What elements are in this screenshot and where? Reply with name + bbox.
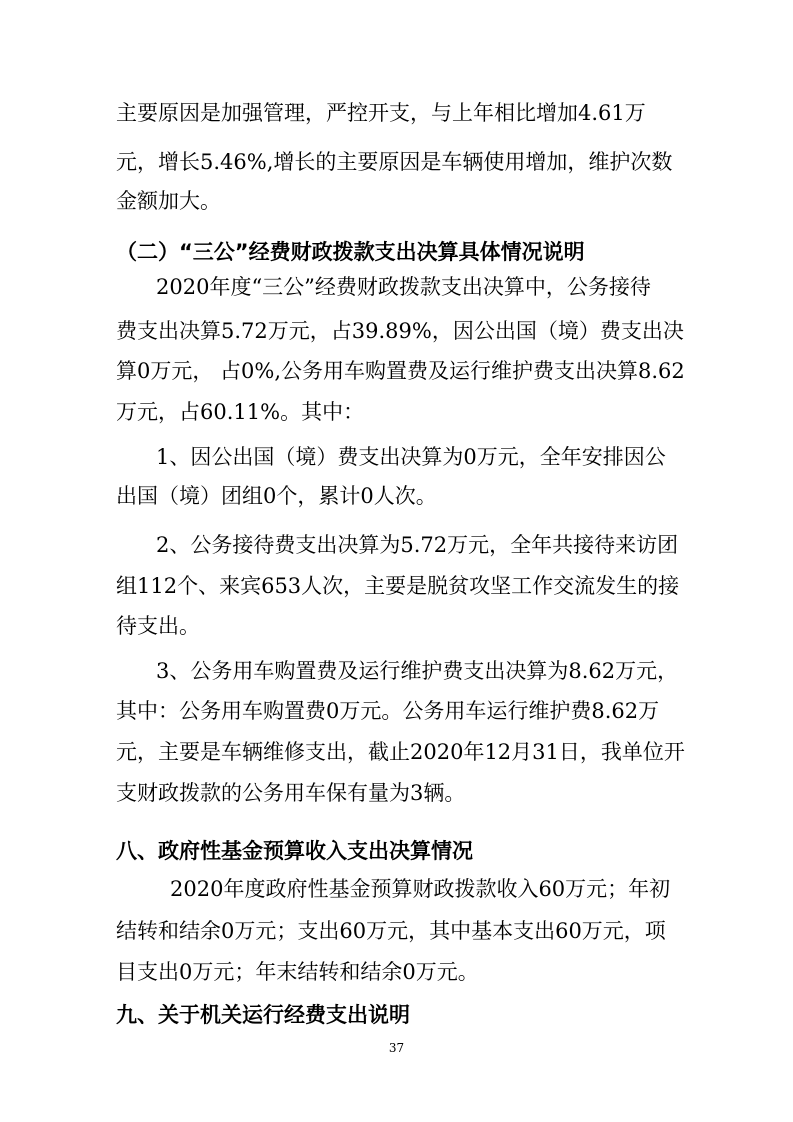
- paragraph-line: 2020年度政府性基金预算财政拨款收入60万元；年初: [170, 877, 671, 901]
- paragraph-line: 其中：公务用车购置费0万元。公务用车运行维护费8.62万: [116, 699, 660, 723]
- paragraph-line: 万元，占60.11%。其中：: [116, 400, 365, 424]
- paragraph-line: 目支出0万元；年末结转和结余0万元。: [116, 960, 479, 984]
- paragraph-line: 主要原因是加强管理，严控开支，与上年相比增加4.61万: [116, 101, 646, 125]
- page-number: 37: [388, 1041, 405, 1055]
- paragraph-line: 2020年度“三公”经费财政拨款支出决算中，公务接待: [156, 275, 651, 299]
- section-heading: （二）“三公”经费财政拨款支出决算具体情况说明: [116, 240, 585, 264]
- paragraph-line: 3、公务用车购置费及运行维护费支出决算为8.62万元，: [156, 659, 679, 683]
- section-heading: 九、关于机关运行经费支出说明: [116, 1003, 410, 1027]
- paragraph-line: 元，增长5.46%,增长的主要原因是车辆使用增加，维护次数: [116, 150, 673, 174]
- paragraph-line: 算0万元， 占0%,公务用车购置费及运行维护费支出决算8.62: [116, 359, 685, 383]
- paragraph-line: 2、公务接待费支出决算为5.72万元，全年共接待来访团: [156, 533, 679, 557]
- paragraph-line: 费支出决算5.72万元，占39.89%，因公出国（境）费支出决: [116, 319, 684, 343]
- paragraph-line: 出国（境）团组0个，累计0人次。: [116, 484, 437, 508]
- paragraph-line: 1、因公出国（境）费支出决算为0万元，全年安排因公: [156, 445, 666, 469]
- paragraph-line: 组112个、来宾653人次，主要是脱贫攻坚工作交流发生的接: [116, 574, 680, 598]
- paragraph-line: 元，主要是车辆维修支出，截止2020年12月31日，我单位开: [116, 740, 685, 764]
- paragraph-line: 金额加大。: [116, 189, 221, 213]
- section-heading: 八、政府性基金预算收入支出决算情况: [116, 839, 473, 863]
- paragraph-line: 支财政拨款的公务用车保有量为3辆。: [116, 781, 466, 805]
- paragraph-line: 结转和结余0万元；支出60万元，其中基本支出60万元，项: [116, 919, 666, 943]
- paragraph-line: 待支出。: [116, 614, 200, 638]
